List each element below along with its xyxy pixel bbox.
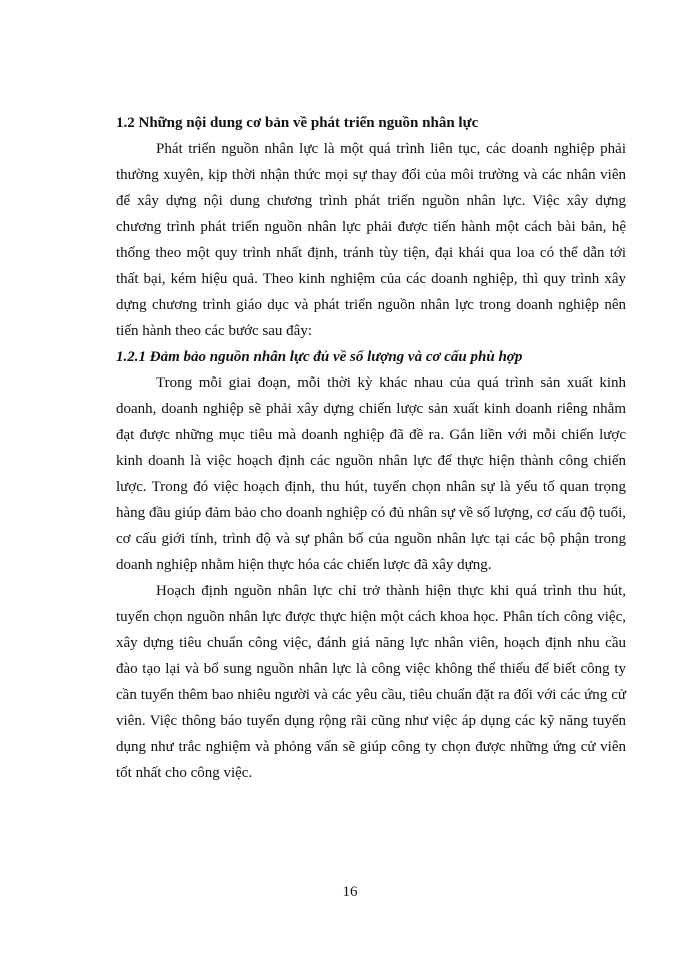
subsection-heading: 1.2.1 Đảm bảo nguồn nhân lực đủ về số lượng và cơ cấu phù hợp (116, 349, 523, 365)
page-number: 16 (342, 884, 358, 900)
subsection-paragraph-2: Hoạch định nguồn nhân lực chỉ trở thành hiện thực khi quá trình thu hút, tuyển chọn nguồn nhân lực được thực hiện một cách khoa học. Phân tích công việc, xây dựng tiêu chuẩn công việc, đánh giá năng lực nhân viên, hoạch định nhu cầu đào tạo lại và bổ sung nguồn nhân lực là công việc không thể thiếu để biết công ty cần tuyển thêm bao nhiêu người và các yêu cầu, tiêu chuẩn đặt ra đối với các ứng cử viên. Việc thông báo tuyển dụng rộng rãi cũng như việc áp dụng các kỹ năng tuyển dụng như trắc nghiệm và phỏng vấn sẽ giúp công ty chọn được những ứng cử viên tốt nhất cho công việc. (116, 583, 626, 781)
subsection-paragraph-1: Trong mỗi giai đoạn, mỗi thời kỳ khác nhau của quá trình sản xuất kinh doanh, doanh nghiệp sẽ phải xây dựng chiến lược sản xuất kinh doanh riêng nhằm đạt được những mục tiêu mà doanh nghiệp đã đề ra. Gắn liền với mỗi chiến lược kinh doanh là việc hoạch định các nguồn nhân lực để thực hiện thành công chiến lược. Trong đó việc hoạch định, thu hút, tuyển chọn nhân sự là yếu tố quan trọng hàng đầu giúp đảm bảo cho doanh nghiệp có đủ nhân sự về số lượng, cơ cấu độ tuổi, cơ cấu giới tính, trình độ và sự phân bố của nguồn nhân lực tại các bộ phận trong doanh nghiệp nhằm hiện thực hóa các chiến lược đã xây dựng. (116, 375, 626, 573)
section-heading: 1.2 Những nội dung cơ bản về phát triển nguồn nhân lực (116, 115, 479, 131)
section-paragraph-1: Phát triển nguồn nhân lực là một quá trình liên tục, các doanh nghiệp phải thường xuyên, kịp thời nhận thức mọi sự thay đổi của môi trường và các nhân viên để xây dựng nội dung chương trình phát triển nguồn nhân lực. Việc xây dựng chương trình phát triển nguồn nhân lực phải được tiến hành một cách bài bản, hệ thống theo một quy trình nhất định, tránh tùy tiện, đại khái qua loa có thể dẫn tới thất bại, kém hiệu quả. Theo kinh nghiệm của các doanh nghiệp, thì quy trình xây dựng chương trình giáo dục và phát triển nguồn nhân lực trong doanh nghiệp nên tiến hành theo các bước sau đây: (116, 141, 626, 339)
page-content (116, 110, 626, 786)
